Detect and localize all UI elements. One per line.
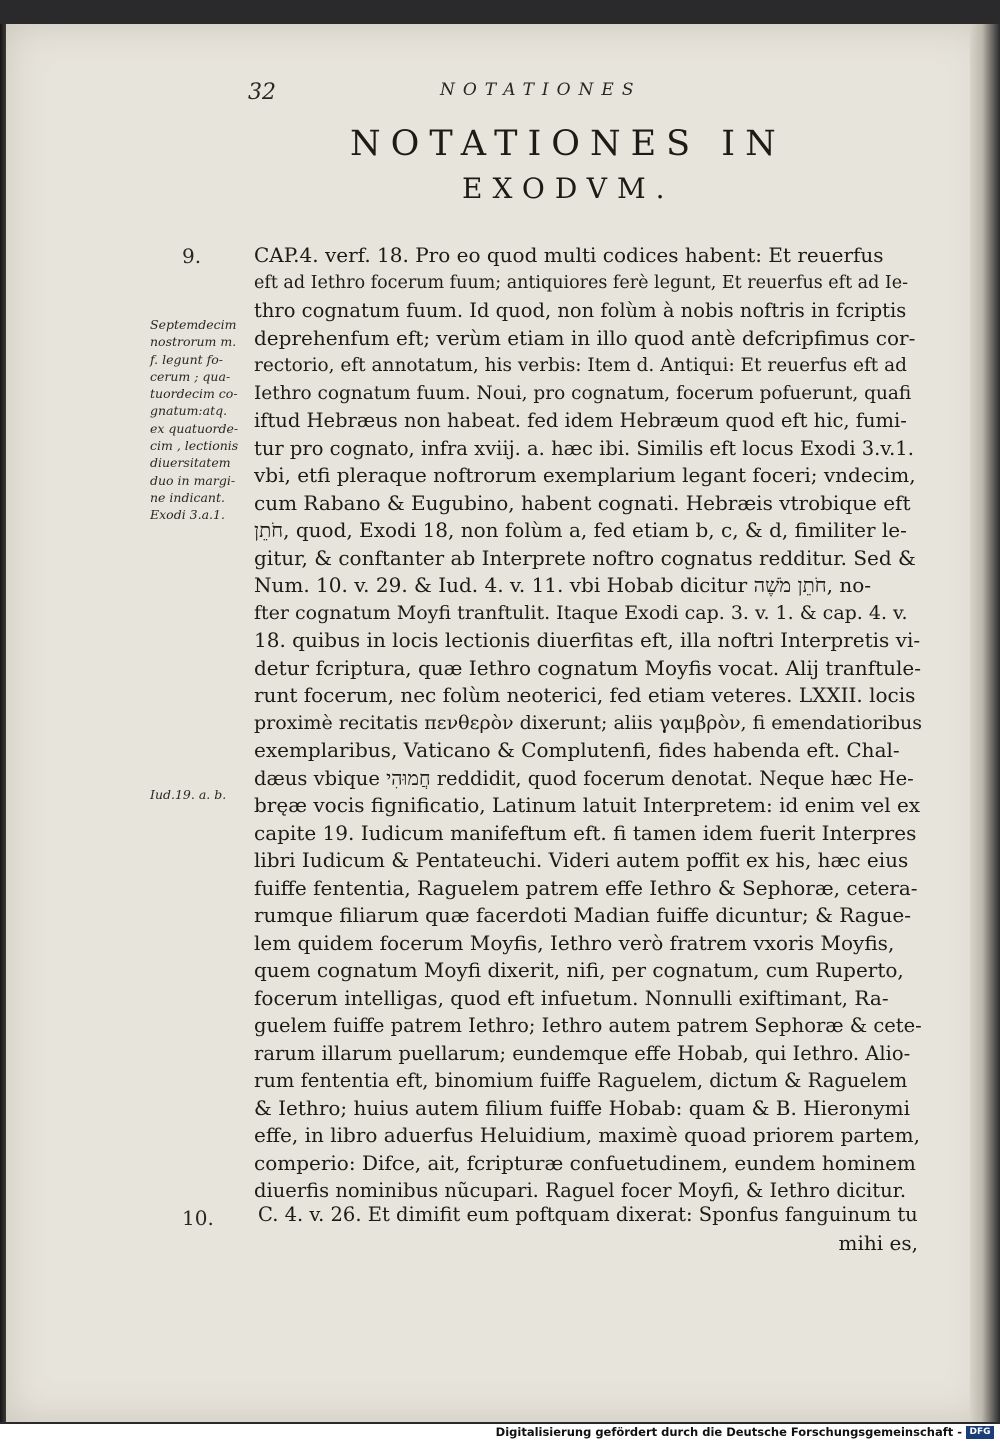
text-line: fter cognatum Moyfi tranftulit. Itaque Exodi cap. 3. v. 1. & cap. 4. v.: [254, 601, 908, 624]
text-line: detur fcriptura, quæ Iethro cognatum Moyfis vocat. Alij tranftule-: [254, 655, 922, 680]
margin-note-line: f. legunt fo-: [150, 351, 223, 367]
text-line: exemplaribus, Vaticano & Complutenfi, fides habenda eft. Chal-: [254, 738, 900, 762]
text-line: thro cognatum fuum. Id quod, non folùm à nobis noftris in fcriptis: [254, 299, 907, 322]
text-line: iftud Hebræus non habeat. fed idem Hebræum quod eft hic, fumi-: [254, 409, 907, 432]
text-line: focerum intelligas, quod eft infuetum. Nonnulli exiftimant, Ra-: [254, 985, 889, 1010]
margin-note-line: nostrorum m.: [150, 334, 237, 350]
margin-note-iudicum: Iud.19. a. b.: [150, 787, 227, 802]
text-line: lem quidem focerum Moyfis, Iethro verò fratrem vxoris Moyfis,: [254, 930, 895, 955]
margin-note-line: ex quatuorde-: [150, 420, 239, 436]
second-note-block: [258, 1202, 918, 1257]
page-edge: [970, 24, 1000, 1422]
text-line: C. 4. v. 26. Et dimifit eum poftquam dixerat: Sponfus fanguinum tu: [258, 1203, 918, 1226]
text-line: vbi, etfi pleraque noftrorum exemplarium legant foceri; vndecim,: [254, 463, 916, 487]
text-line: rum fententia eft, binomium fuiffe Raguelem, dictum & Raguelem: [254, 1069, 908, 1092]
margin-note-variants: [150, 316, 242, 524]
text-line: 18. quibus in locis lectionis diuerfitas eft, illa noftri Interpretis vi-: [254, 628, 921, 652]
margin-note-line: cim , lectionis: [150, 438, 239, 454]
text-line: effe, in libro aduerfus Heluidium, maximè quoad priorem partem,: [254, 1123, 920, 1147]
margin-note-line: Exodi 3.a.1.: [150, 507, 225, 523]
text-line: guelem fuiffe patrem Iethro; Iethro autem patrem Sephoræ & cete-: [254, 1014, 922, 1037]
text-line: libri Iudicum & Pentateuchi. Videri autem poffit ex his, hæc eius: [254, 848, 909, 872]
text-line: cum Rabano & Eugubino, habent cognati. Hebræis vtrobique eft: [254, 490, 911, 515]
text-line: quem cognatum Moyfi dixerit, nifi, per cognatum, cum Ruperto,: [254, 958, 904, 982]
text-line: gitur, & conftanter ab Interprete noftro cognatus redditur. Sed &: [254, 545, 916, 570]
page-subtitle: EXODVM.: [462, 172, 675, 205]
text-line: runt focerum, nec folùm neoterici, fed etiam veteres. LXXII. locis: [254, 683, 916, 707]
text-line: חֹתֵן, quod, Exodi 18, non folùm a, fed etiam b, c, & d, fimiliter le-: [254, 518, 907, 542]
text-line: CAP.4. verf. 18. Pro eo quod multi codices habent: Et reuerfus: [254, 243, 884, 267]
page-number: 32: [248, 80, 276, 105]
text-line: tur pro cognato, infra xviij. a. hæc ibi. Similis eft locus Exodi 3.v.1.: [254, 436, 914, 460]
margin-note-line: diuersitatem: [150, 455, 231, 471]
margin-note-line: duo in margi-: [150, 472, 236, 488]
margin-note-number-10: 10.: [182, 1206, 214, 1230]
margin-note-line: ne indicant.: [150, 489, 225, 505]
dfg-logo-icon: DFG: [966, 1426, 994, 1439]
text-line: Num. 10. v. 29. & Iud. 4. v. 11. vbi Hobab dicitur חֹתֵן מֹשֶׁה, no-: [254, 573, 872, 597]
text-line: Iethro cognatum fuum. Noui, pro cognatum, focerum pofuerunt, quafi: [254, 382, 912, 404]
text-line: rarum illarum puellarum; eundemque effe Hobab, qui Iethro. Alio-: [254, 1041, 911, 1065]
text-line: eft ad Iethro focerum fuum; antiquiores ferè legunt, Et reuerfus eft ad Ie-: [254, 272, 909, 293]
margin-note-line: tuordecim co-: [150, 386, 238, 402]
text-line: deprehenfum eft; verùm etiam in illo quod antè defcripfimus cor-: [254, 325, 916, 350]
text-line: & Iethro; huius autem filium fuiffe Hobab: quam & B. Hieronymi: [254, 1095, 911, 1120]
text-line: proximè recitatis πενθερὸν dixerunt; aliis γαμβρὸν, fi emendatioribus: [254, 711, 922, 734]
page-title: NOTATIONES IN: [350, 124, 786, 164]
text-line: diuerfis nominibus nũcupari. Raguel focer Moyfi, & Iethro dicitur.: [254, 1179, 907, 1202]
margin-note-line: gnatum:atq.: [150, 403, 228, 419]
text-line: dæus vbique חֲמוּהִי reddidit, quod focerum denotat. Neque hæc He-: [254, 766, 914, 790]
margin-note-number-9: 9.: [182, 244, 202, 268]
margin-note-line: Septemdecim: [150, 317, 237, 332]
text-line: comperio: Difce, ait, fcripturæ confuetudinem, eundem hominem: [254, 1150, 916, 1175]
text-line: bręæ vocis fignificatio, Latinum latuit Interpretem: id enim vel ex: [254, 793, 921, 817]
text-line: rumque filiarum quæ facerdoti Madian fuiffe dicuntur; & Rague-: [254, 903, 911, 927]
text-line: fuiffe fententia, Raguelem patrem effe Iethro & Sephoræ, cetera-: [254, 875, 918, 900]
text-line: mihi es,: [838, 1230, 918, 1255]
text-line: rectorio, eft annotatum, his verbis: Item d. Antiqui: Et reuerfus eft ad: [254, 355, 907, 376]
running-head: NOTATIONES: [440, 80, 642, 100]
main-text-block: [254, 242, 922, 1205]
footer-credit: Digitalisierung gefördert durch die Deutsche Forschungsgemeinschaft -: [495, 1425, 962, 1439]
margin-note-line: cerum ; qua-: [150, 368, 231, 384]
text-line: capite 19. Iudicum manifeftum eft. fi tamen idem fuerit Interpres: [254, 820, 917, 845]
